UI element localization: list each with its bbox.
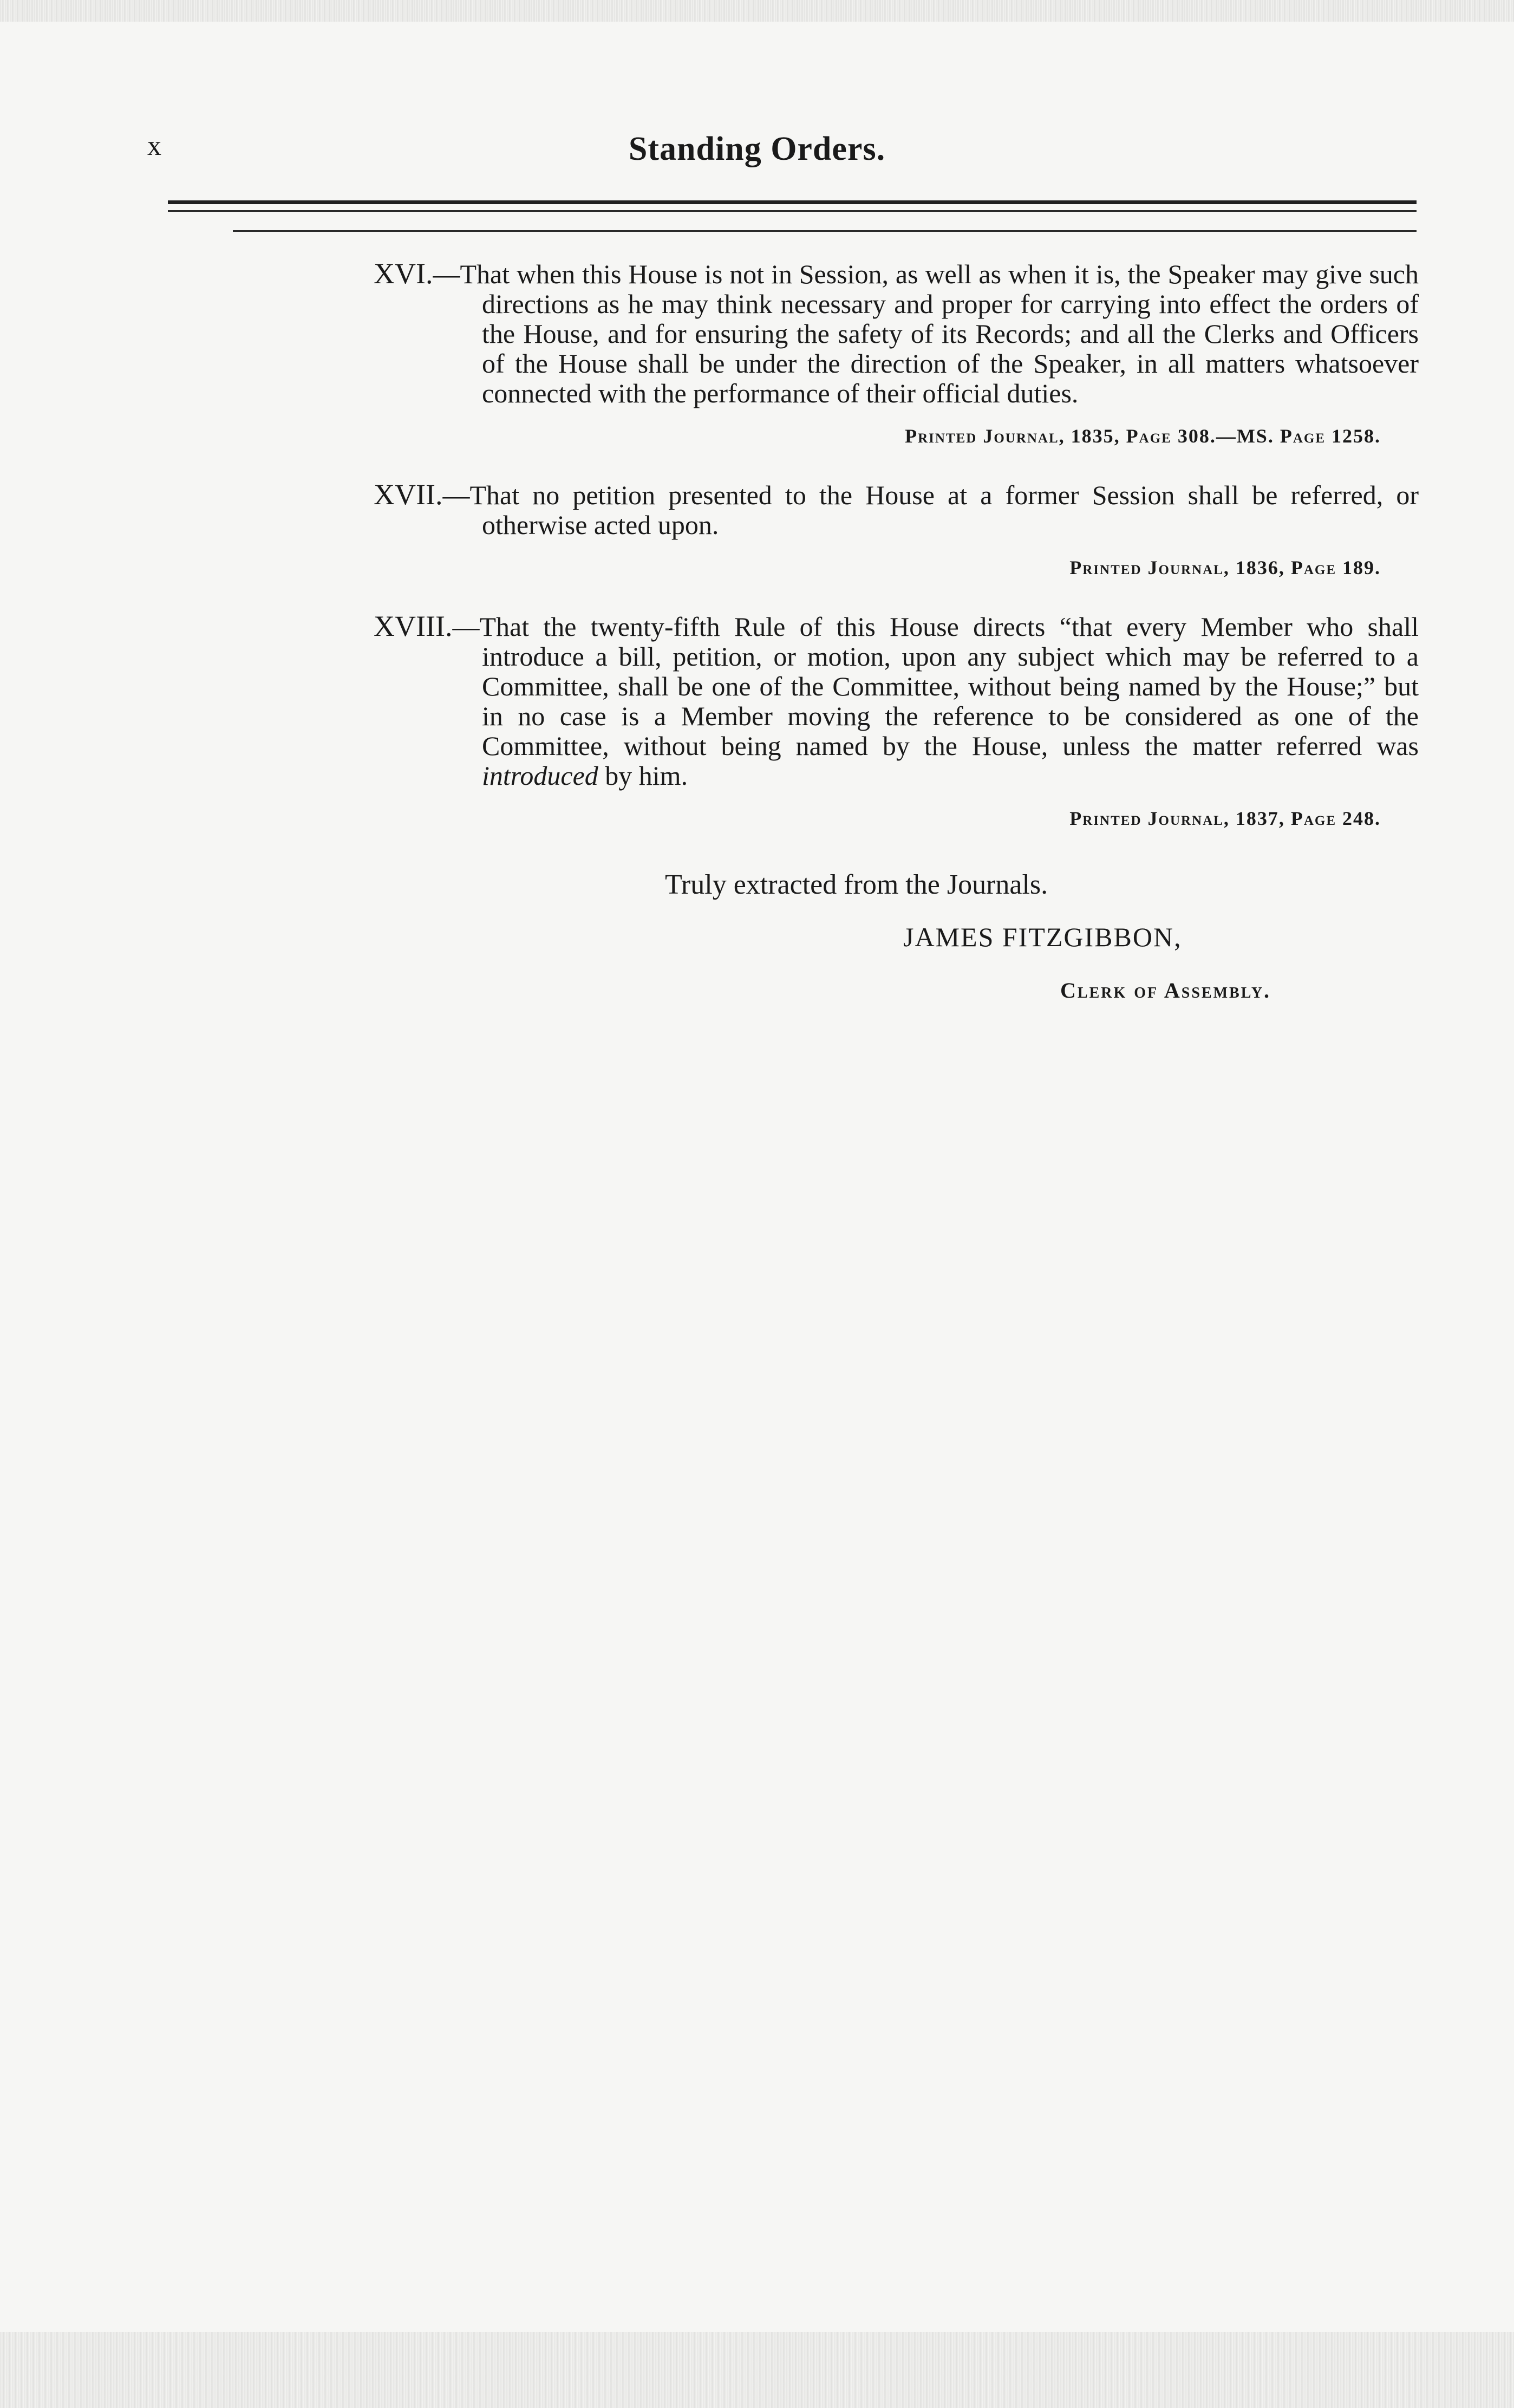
order-text-emphasis: introduced [482, 760, 598, 791]
order-number: XVIII. [374, 610, 453, 642]
scan-edge-bottom [0, 2332, 1514, 2408]
page-body [374, 259, 1419, 1003]
standing-order-xvi [374, 259, 1419, 408]
scan-edge-top [0, 0, 1514, 22]
header-rule-thin-lower [233, 230, 1417, 232]
page-title: Standing Orders. [628, 131, 886, 167]
attestation-statement: Truly extracted from the Journals. [665, 869, 1048, 900]
order-number: XVII. [374, 478, 443, 511]
order-text: —That no petition presented to the House at a former Session shall be referred, or otherwise acted upon. [442, 480, 1419, 540]
signatory-name: JAMES FITZGIBBON, [903, 922, 1182, 952]
standing-order-xvii [374, 480, 1419, 540]
page-number: x [147, 131, 161, 161]
order-citation: Printed Journal, 1835, Page 308.—MS. Page 1258. [905, 425, 1381, 447]
order-number: XVI. [374, 257, 433, 290]
order-citation: Printed Journal, 1837, Page 248. [1069, 808, 1381, 829]
order-text: —That the twenty-fifth Rule of this House directs “that every Member who shall introduce a bill, petition, or motion, upon any subject which may be referred to a Committee, shall be one of the Committee, without being named by the House;” but in no case is a Member moving the reference to be considered as one of the Committee, without being named by the House, unless the matter referred was [452, 611, 1419, 761]
order-text: —That when this House is not in Session, as well as when it is, the Speaker may give such directions as he may think necessary and proper for carrying into effect the orders of the House, and for ensuring the safety of its Records; and all the Clerks and Officers of the House shall be under the direction of the Speaker, in all matters whatsoever connected with the performance of their official duties. [433, 259, 1419, 408]
order-citation: Printed Journal, 1836, Page 189. [1069, 557, 1381, 578]
header-rule-thick [168, 200, 1417, 204]
standing-order-xviii [374, 611, 1419, 791]
header-rule-thin [168, 210, 1417, 212]
signatory-office: Clerk of Assembly. [1060, 978, 1271, 1003]
order-text-end: by him. [598, 760, 688, 791]
